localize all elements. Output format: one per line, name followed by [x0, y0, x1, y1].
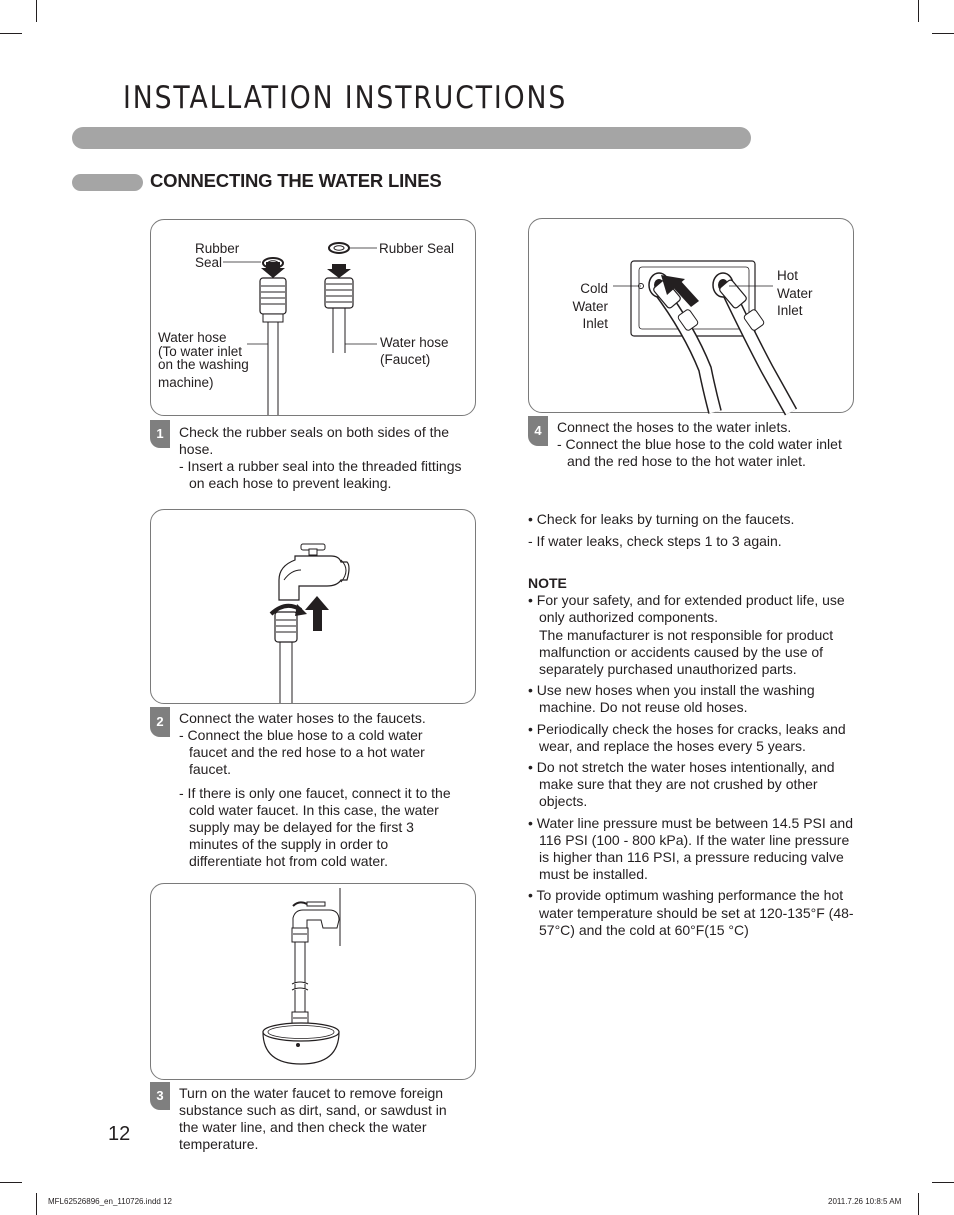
step3-text: Turn on the water faucet to remove foreign substance such as dirt, sand, or sawdust in the water line, and then check the water temperature. [179, 1085, 447, 1152]
label-rubber-seal-left: Rubber Seal [195, 241, 240, 270]
step3-illustration-box [150, 883, 476, 1080]
crop-mark [0, 33, 22, 34]
step3-number-badge: 3 [150, 1082, 170, 1110]
section-title: CONNECTING THE WATER LINES [150, 170, 442, 191]
step2-number-badge: 2 [150, 707, 170, 737]
faucet-connection-illustration [151, 510, 475, 703]
step1-text: Check the rubber seals on both sides of the hose. - Insert a rubber seal into the threaded fittings on each hose to prevent leaking. [179, 424, 462, 491]
crop-mark [918, 1193, 919, 1215]
page-number: 12 [108, 1123, 131, 1145]
section-marker-bar [72, 174, 143, 191]
step4-text: Connect the hoses to the water inlets. - Connect the blue hose to the cold water inlet and the red hose to the hot water inlet. [557, 419, 842, 469]
step4-illustration-box [528, 218, 854, 413]
faucet-flush-illustration [151, 884, 475, 1079]
note-item: • Do not stretch the water hoses intentionally, and make sure that they are not crushed by other objects. [528, 759, 835, 810]
label-water-hose-right: Water hose (Faucet) [380, 335, 449, 367]
step2-text: Connect the water hoses to the faucets. - Connect the blue hose to a cold water faucet and the red hose to a hot water faucet. - If there is only one faucet, connect it to the cold water faucet. In this case, the water supply may be delayed for the first 3 minutes of the supply in order to differentiate hot from cold water. [179, 710, 451, 869]
note-item: • To provide optimum washing performance the hot water temperature should be set at 120-135°F (48-57°C) and the cold at 60°F(15 °C) [528, 887, 854, 938]
crop-mark [932, 1182, 954, 1183]
note-item: • For your safety, and for extended product life, use only authorized components. [528, 592, 845, 626]
note-section [528, 575, 854, 939]
label-cold-water-inlet: Cold Water Inlet [572, 281, 608, 331]
crop-mark [918, 0, 919, 22]
step1-illustration-box [150, 219, 476, 416]
crop-mark [36, 0, 37, 22]
crop-mark [36, 1193, 37, 1215]
crop-mark [932, 33, 954, 34]
note-item: The manufacturer is not responsible for product malfunction or accidents caused by the use of separately purchased unauthorized parts. [539, 626, 834, 678]
note-item: • Periodically check the hoses for cracks, leaks and wear, and replace the hoses every 5 years. [528, 720, 846, 754]
footer-timestamp: 2011.7.26 10:8:5 AM [828, 1197, 902, 1206]
step1-number-badge: 1 [150, 420, 170, 448]
note-item: • Use new hoses when you install the washing machine. Do not reuse old hoses. [528, 682, 815, 716]
leak-check-text: • Check for leaks by turning on the faucets. - If water leaks, check steps 1 to 3 again. [528, 511, 795, 550]
footer-file-info: MFL62526896_en_110726.indd 12 [48, 1197, 172, 1206]
note-item: • Water line pressure must be between 14.5 PSI and 116 PSI (100 - 800 kPa). If the water line pressure is higher than 116 PSI, a pressure reducing valve must be installed. [528, 814, 854, 883]
label-rubber-seal-right: Rubber Seal [379, 241, 455, 256]
step4-number-badge: 4 [528, 416, 548, 446]
title-underline-bar [72, 127, 751, 149]
page-title: INSTALLATION INSTRUCTIONS [123, 80, 568, 116]
label-hot-water-inlet: Hot Water Inlet [777, 268, 813, 318]
label-water-hose-left: Water hose (To water inlet on the washing machine) [158, 330, 249, 390]
note-heading: NOTE [528, 575, 567, 591]
step2-illustration-box [150, 509, 476, 704]
crop-mark [0, 1182, 22, 1183]
